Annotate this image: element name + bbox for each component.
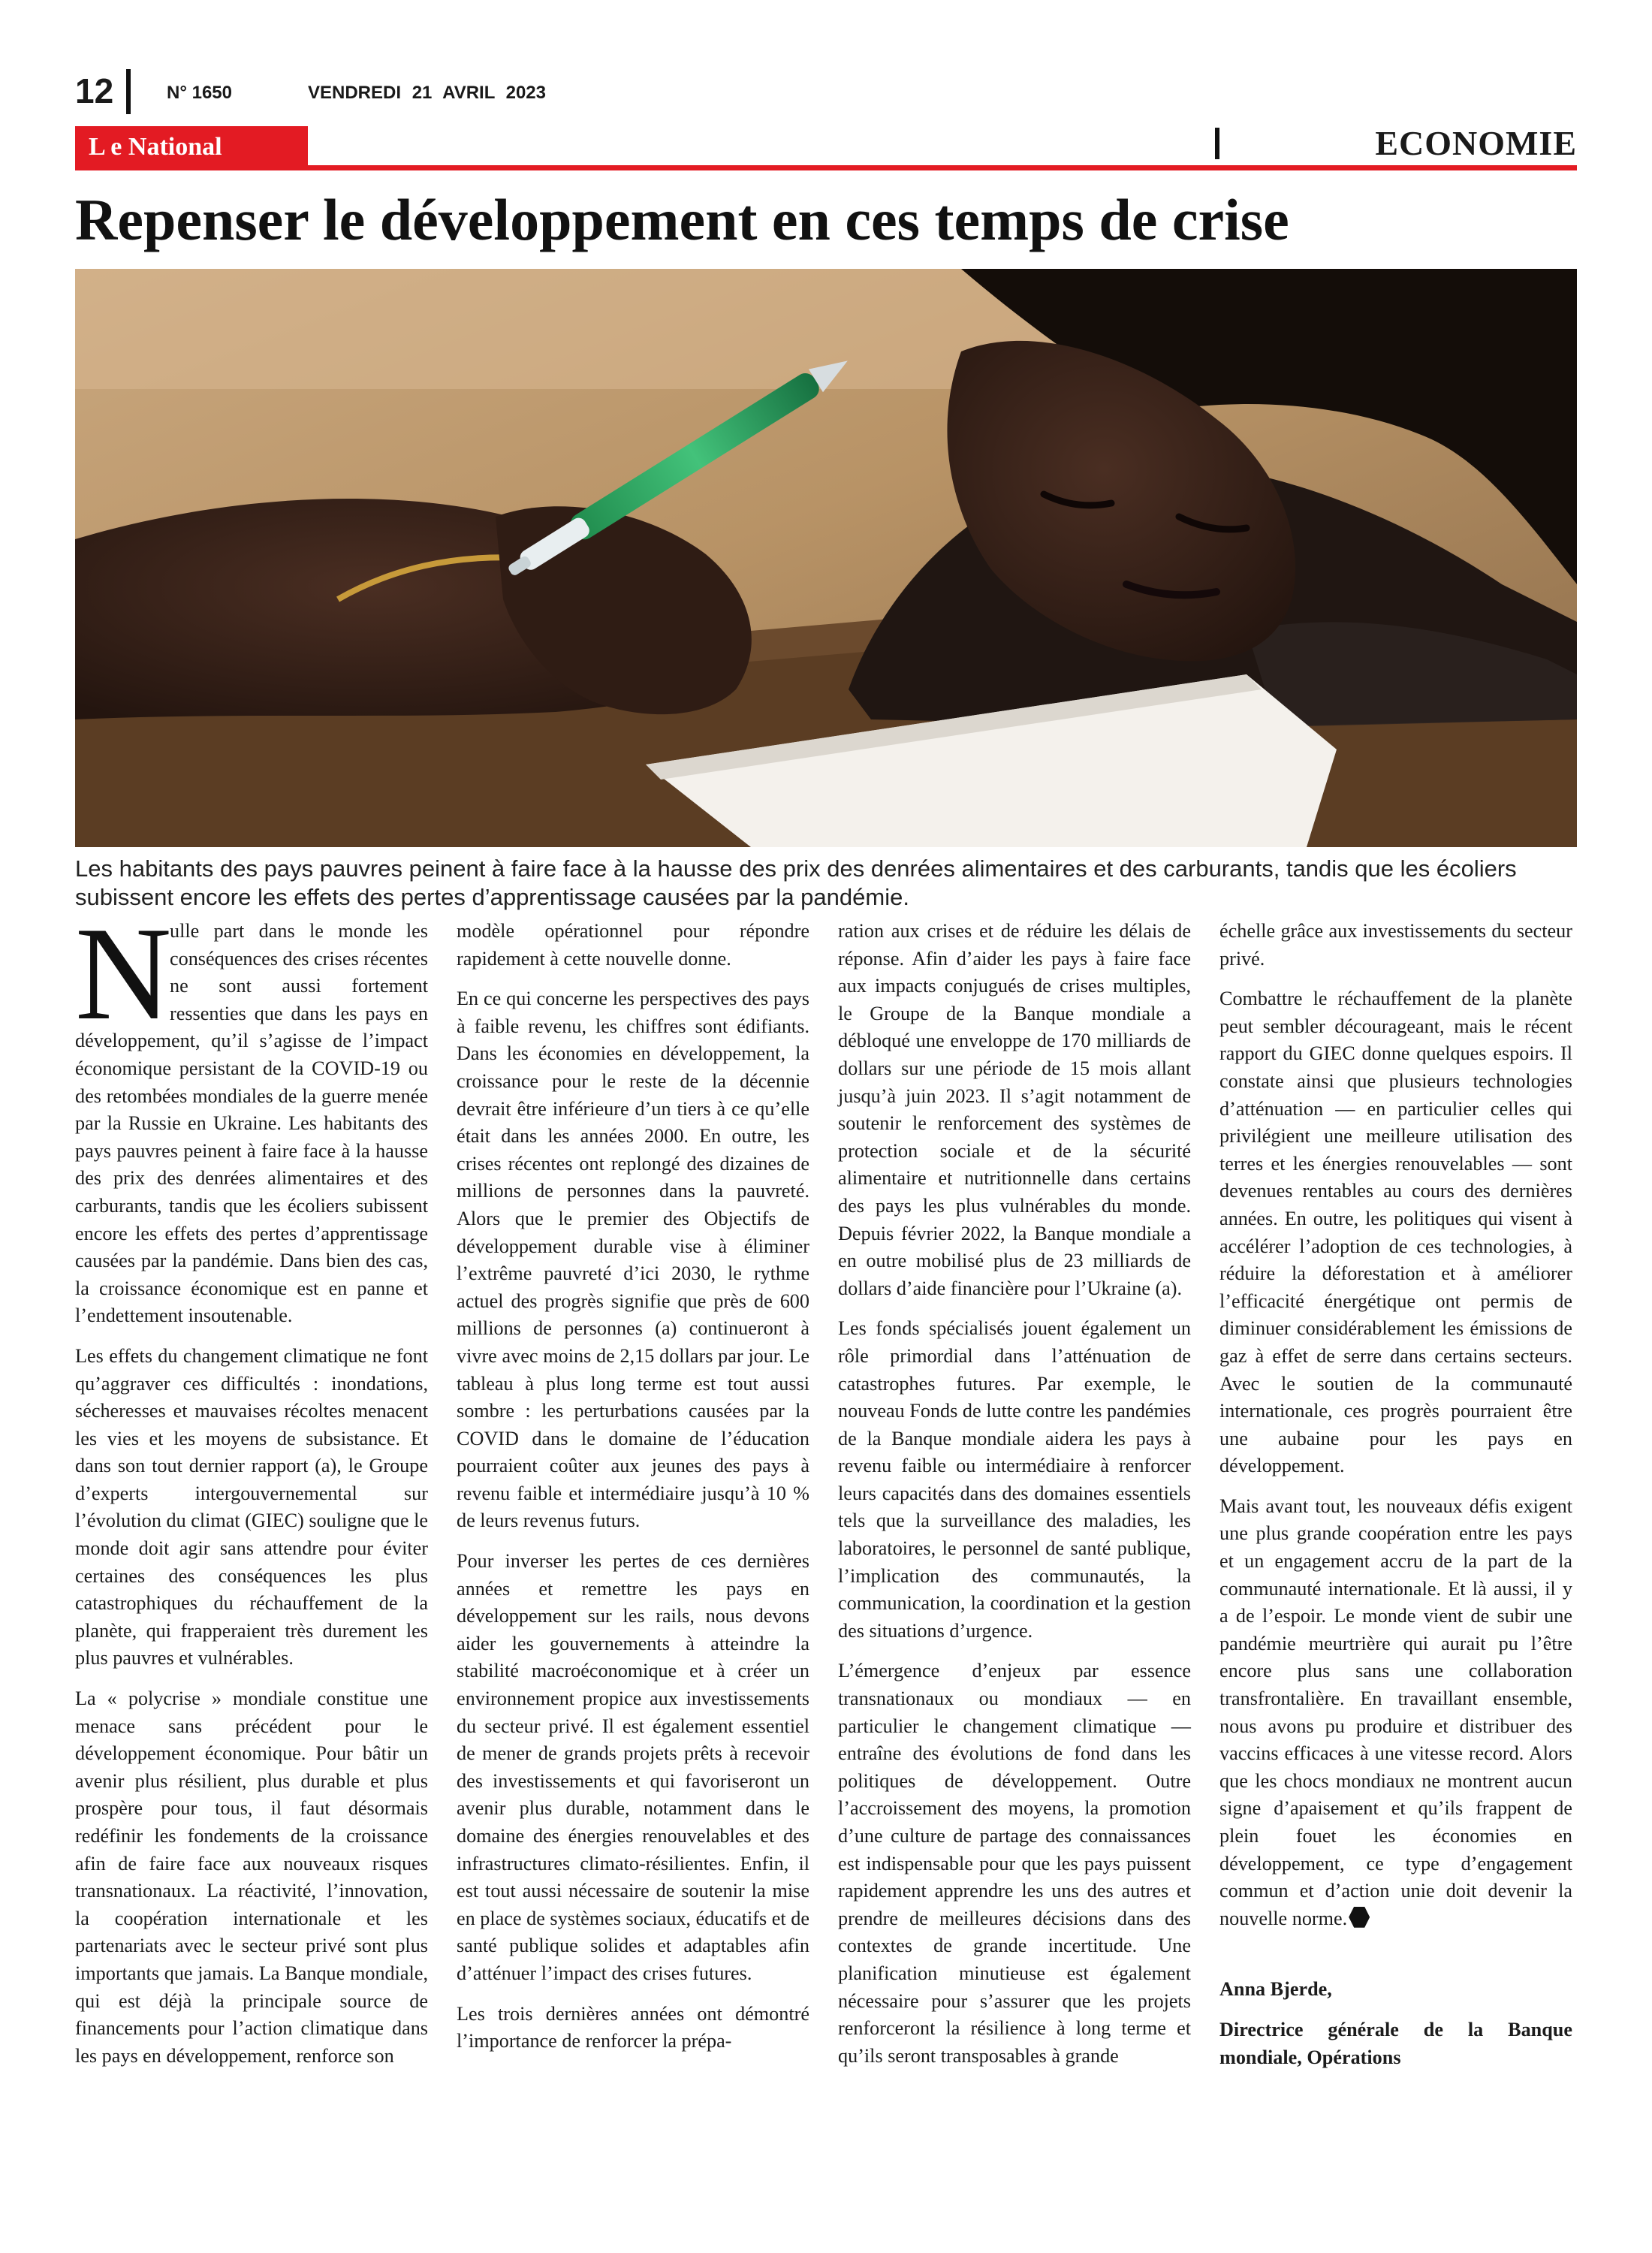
article-paragraph bbox=[1219, 1493, 1572, 1933]
photo-illustration bbox=[75, 269, 1577, 847]
article-paragraph: Pour inverser les pertes de ces dernières années et remettre les pays en développement sur les rails, nous devons aider les gouvernements à atteindre la stabilité macroéconomique et à créer un environnement propice aux investissements du secteur privé. Il est également essentiel de mener de grands projets prêts à recevoir des investissements et qui favoriseront un avenir plus durable, notamment dans le domaine des énergies renouvelables et des infrastructures climato-résilientes. Enfin, il est tout aussi nécessaire de soutenir la mise en place de systèmes sociaux, éducatifs et de santé publique solides et adaptables afin d’atténuer l’impact des crises futures. bbox=[457, 1550, 809, 1984]
article-headline: Repenser le développement en ces temps de crise bbox=[75, 187, 1289, 252]
author-title: Directrice générale de la Banque mondiale, Opérations bbox=[1219, 2018, 1572, 2068]
photo-caption: Les habitants des pays pauvres peinent à faire face à la hausse des prix des denrées alimentaires et des carburants, tandis que les écoliers subissent encore les effets des pertes d’apprentissage causées par la pandémie. bbox=[75, 855, 1517, 910]
drop-cap: N bbox=[75, 899, 172, 1048]
author-name: Anna Bjerde, bbox=[1219, 1978, 1332, 2001]
newspaper-brand: L e National bbox=[89, 133, 222, 161]
article-paragraph: L’émergence d’enjeux par essence transnationaux ou mondiaux — en particulier le changement climatique — entraîne des évolutions de fond dans les politiques de développement. Outre l’accroissement des moyens, la promotion d’une culture de partage des connaissances est indispensable pour que les pays puissent rapidement apprendre les uns des autres et prendre de meilleures décisions dans des contextes de grande incertitude. Une planification minutieuse est également nécessaire pour s’assurer que les projets renforceront la résilience à long terme et qu’ils seront transposables à grande bbox=[838, 1660, 1191, 2067]
section-title: ECONOMIE bbox=[1375, 124, 1577, 162]
publication-date: VENDREDI 21 AVRIL 2023 bbox=[308, 83, 547, 103]
page-number: 12 bbox=[75, 71, 114, 110]
article-paragraph: modèle opérationnel pour répondre rapidement à cette nouvelle donne. bbox=[457, 920, 809, 970]
end-mark-icon bbox=[1349, 1907, 1370, 1928]
article-paragraph: Les effets du changement climatique ne font qu’aggraver ces difficultés : inondations, sécheresses et mauvaises récoltes menacent les vies et les moyens de subsistance. Et dans son tout dernier rapport (a), le Groupe d’experts intergouvernemental sur l’évolution du climat (GIEC) souligne que le monde doit agir sans attendre pour éviter certaines des conséquences les plus catastrophiques du réchauffement de la planète, qui frapperaient très durement les plus pauvres et vulnérables. bbox=[75, 1344, 428, 1669]
article-paragraph: ration aux crises et de réduire les délais de réponse. Afin d’aider les pays à faire face aux impacts conjugués de crises multiples, le Groupe de la Banque mondiale a débloqué une enveloppe de 170 milliards de dollars sur une période de 15 mois allant jusqu’à juin 2023. Il s’agit notamment de soutenir le renforcement des systèmes de protection sociale et de la sécurité alimentaire et nutritionnelle dans certains des pays les plus vulnérables du monde. Depuis février 2022, la Banque mondiale a en outre mobilisé plus de 23 milliards de dollars d’aide financière pour l’Ukraine (a). bbox=[838, 920, 1191, 1299]
article-paragraph: Les fonds spécialisés jouent également un rôle primordial dans l’atténuation de catastrophes futures. Par exemple, le nouveau Fonds de lutte contre les pandémies de la Banque mondiale aidera les pays à revenu faible ou intermédiaire à renforcer leurs capacités dans des domaines essentiels tels que la surveillance des maladies, les laboratoires, le personnel de santé publique, l’implication des communautés, la communication, la coordination et la gestion des situations d’urgence. bbox=[838, 1317, 1191, 1642]
article-column-4 bbox=[1219, 918, 1572, 2084]
article-paragraph: En ce qui concerne les perspectives des pays à faible revenu, les chiffres sont édifiants. Dans les économies en développement, la croissance pour le reste de la décennie devrait être inférieure d’un tiers à ce qu’elle était dans les années 2000. En outre, les crises récentes ont replongé des dizaines de millions de personnes dans la pauvreté. Alors que le premier des Objectifs de développement durable vise à éliminer l’extrême pauvreté d’ici 2030, le rythme actuel des progrès signifie que près de 600 millions de personnes (a) continueront à vivre avec moins de 2,15 dollars par jour. Le tableau à plus long terme est tout aussi sombre : les perturbations causées par la COVID dans le domaine de l’éducation pourraient coûter aux jeunes des pays à revenu faible et intermédiaire jusqu’à 10 % de leurs revenus futurs. bbox=[457, 988, 809, 1532]
article-column-2 bbox=[457, 918, 809, 2068]
issue-number: N° 1650 bbox=[167, 83, 232, 103]
article-paragraph: échelle grâce aux investissements du secteur privé. bbox=[1219, 920, 1572, 970]
article-column-3 bbox=[838, 918, 1191, 2083]
article-paragraph: Combattre le réchauffement de la planète peut sembler décourageant, mais le récent rapport du GIEC donne quelques espoirs. Il constate ainsi que plusieurs technologies d’atténuation — en particulier celles qui privilégient une meilleure utilisation des terres et les énergies renouvelables — sont devenues rentables au cours des dernières années. En outre, les politiques qui visent à accélérer l’adoption de ces technologies, à réduire la déforestation et à améliorer l’efficacité énergétique ont permis de diminuer considérablement les émissions de gaz à effet de serre dans certains secteurs. Avec le soutien de la communauté internationale, ces progrès pourraient être une aubaine pour les pays en développement. bbox=[1219, 988, 1572, 1477]
article-column-1 bbox=[75, 899, 428, 2083]
article-photo bbox=[75, 269, 1577, 847]
article-paragraph: Les trois dernières années ont démontré l’importance de renforcer la prépa- bbox=[457, 2002, 809, 2052]
article-paragraph: La « polycrise » mondiale constitue une menace sans précédent pour le développement économique. Pour bâtir un avenir plus résilient, plus durable et plus prospère pour tous, il faut désormais redéfinir les fondements de la croissance afin de faire face aux nouveaux risques transnationaux. La réactivité, l’innovation, la coopération internationale et les partenariats avec le secteur privé sont plus importants que jamais. La Banque mondiale, qui est déjà la principale source de financements pour l’action climatique dans les pays en développement, renforce son bbox=[75, 1687, 428, 2067]
paragraph-text: ulle part dans le monde les conséquences des crises récentes ne sont aussi fortement ressenties que dans les pays en développement, qu’il s’agisse de l’impact économique persistant de la COVID-19 ou des retombées mondiales de la guerre menée par la Russie en Ukraine. Les habitants des pays pauvres peinent à faire face à la hausse des prix des denrées alimentaires et des carburants, tandis que les écoliers subissent encore les effets des pertes d’apprentissage causées par la pandémie. Dans bien des cas, la croissance économique est en panne et l’endettement insoutenable. bbox=[75, 920, 428, 1327]
article-paragraph bbox=[75, 899, 428, 1330]
paragraph-text: Mais avant tout, les nouveaux défis exigent une plus grande coopération entre les pays et un engagement accru de la part de la communauté internationale. Et là aussi, il y a de l’espoir. Le monde vient de subir une pandémie meurtrière qui aurait pu l’être encore plus sans une collaboration transfrontalière. En travaillant ensemble, nous avons pu produire et distribuer des vaccins efficaces à une vitesse record. Alors que les chocs mondiaux ne montrent aucun signe d’apaisement et qu’ils frappent de plein fouet les économies en développement, ce type d’engagement commun et d’action unie doit devenir la nouvelle norme. bbox=[1219, 1494, 1572, 1929]
section-divider bbox=[1215, 128, 1219, 159]
header-rule bbox=[75, 165, 1577, 170]
page-number-divider bbox=[126, 69, 131, 114]
